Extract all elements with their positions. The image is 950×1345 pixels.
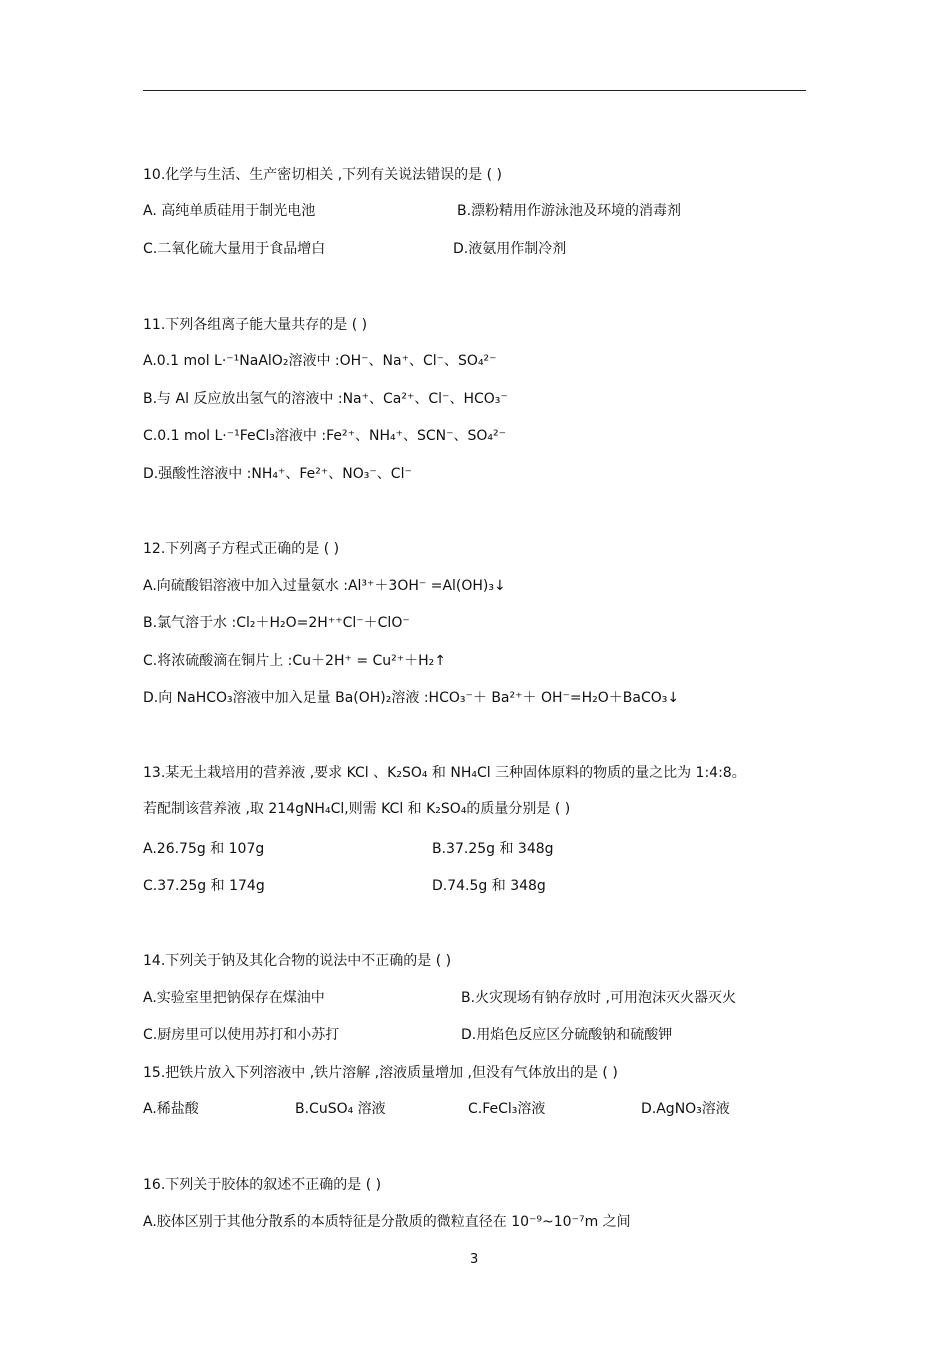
question-10-stem: 10.化学与生活、生产密切相关 ,下列有关说法错误的是 ( ) — [143, 167, 502, 183]
question-14-option-c: C.厨房里可以使用苏打和小苏打 — [143, 1027, 340, 1043]
question-13-option-c: C.37.25g 和 174g — [143, 878, 265, 894]
question-10-option-b: B.漂粉精用作游泳池及环境的消毒剂 — [457, 203, 682, 219]
question-12-option-a: A.向硫酸铝溶液中加入过量氨水 :Al³⁺＋3OH⁻ =Al(OH)₃↓ — [143, 578, 506, 594]
question-13-stem-line-2: 若配制该营养液 ,取 214gNH₄Cl,则需 KCl 和 K₂SO₄的质量分别是 ( ) — [143, 801, 571, 817]
question-10-option-c: C.二氧化硫大量用于食品增白 — [143, 241, 326, 257]
question-15-option-b: B.CuSO₄ 溶液 — [295, 1101, 386, 1117]
question-13-stem-line-1: 13.某无土栽培用的营养液 ,要求 KCl 、K₂SO₄ 和 NH₄Cl 三种固体原料的物质的量之比为 1:4:8。 — [143, 765, 746, 781]
question-15-stem: 15.把铁片放入下列溶液中 ,铁片溶解 ,溶液质量增加 ,但没有气体放出的是 ( ) — [143, 1065, 618, 1081]
question-11-stem: 11.下列各组离子能大量共存的是 ( ) — [143, 317, 368, 333]
header-rule — [143, 90, 806, 91]
question-14-option-b: B.火灾现场有钠存放时 ,可用泡沫灭火器灭火 — [461, 990, 736, 1006]
question-12-option-b: B.氯气溶于水 :Cl₂＋H₂O=2H⁺⁺Cl⁻＋ClO⁻ — [143, 615, 410, 631]
question-11-option-a: A.0.1 mol L·⁻¹NaAlO₂溶液中 :OH⁻、Na⁺、Cl⁻、SO₄²⁻ — [143, 353, 497, 369]
question-15-option-a: A.稀盐酸 — [143, 1101, 199, 1117]
question-15-option-d: D.AgNO₃溶液 — [641, 1101, 730, 1117]
question-12-option-c: C.将浓硫酸滴在铜片上 :Cu＋2H⁺ = Cu²⁺＋H₂↑ — [143, 653, 447, 669]
question-11-option-c: C.0.1 mol L·⁻¹FeCl₃溶液中 :Fe²⁺、NH₄⁺、SCN⁻、SO₄²⁻ — [143, 428, 507, 444]
question-10-option-a: A. 高纯单质硅用于制光电池 — [143, 203, 316, 219]
page-number: 3 — [470, 1252, 479, 1267]
question-12-stem: 12.下列离子方程式正确的是 ( ) — [143, 541, 340, 557]
question-13-option-d: D.74.5g 和 348g — [432, 878, 546, 894]
question-12-option-d: D.向 NaHCO₃溶液中加入足量 Ba(OH)₂溶液 :HCO₃⁻＋ Ba²⁺＋ OH⁻=H₂O＋BaCO₃↓ — [143, 690, 680, 706]
question-16-option-a: A.胶体区别于其他分散系的本质特征是分散质的微粒直径在 10⁻⁹~10⁻⁷m 之间 — [143, 1214, 631, 1230]
question-10-option-d: D.液氨用作制冷剂 — [453, 241, 567, 257]
question-15-option-c: C.FeCl₃溶液 — [468, 1101, 546, 1117]
question-14-stem: 14.下列关于钠及其化合物的说法中不正确的是 ( ) — [143, 953, 452, 969]
question-14-option-a: A.实验室里把钠保存在煤油中 — [143, 990, 325, 1006]
question-11-option-d: D.强酸性溶液中 :NH₄⁺、Fe²⁺、NO₃⁻、Cl⁻ — [143, 466, 412, 482]
question-13-option-a: A.26.75g 和 107g — [143, 841, 265, 857]
question-14-option-d: D.用焰色反应区分硫酸钠和硫酸钾 — [461, 1027, 673, 1043]
question-13-option-b: B.37.25g 和 348g — [432, 841, 554, 857]
question-11-option-b: B.与 Al 反应放出氢气的溶液中 :Na⁺、Ca²⁺、Cl⁻、HCO₃⁻ — [143, 391, 508, 407]
question-16-stem: 16.下列关于胶体的叙述不正确的是 ( ) — [143, 1177, 382, 1193]
